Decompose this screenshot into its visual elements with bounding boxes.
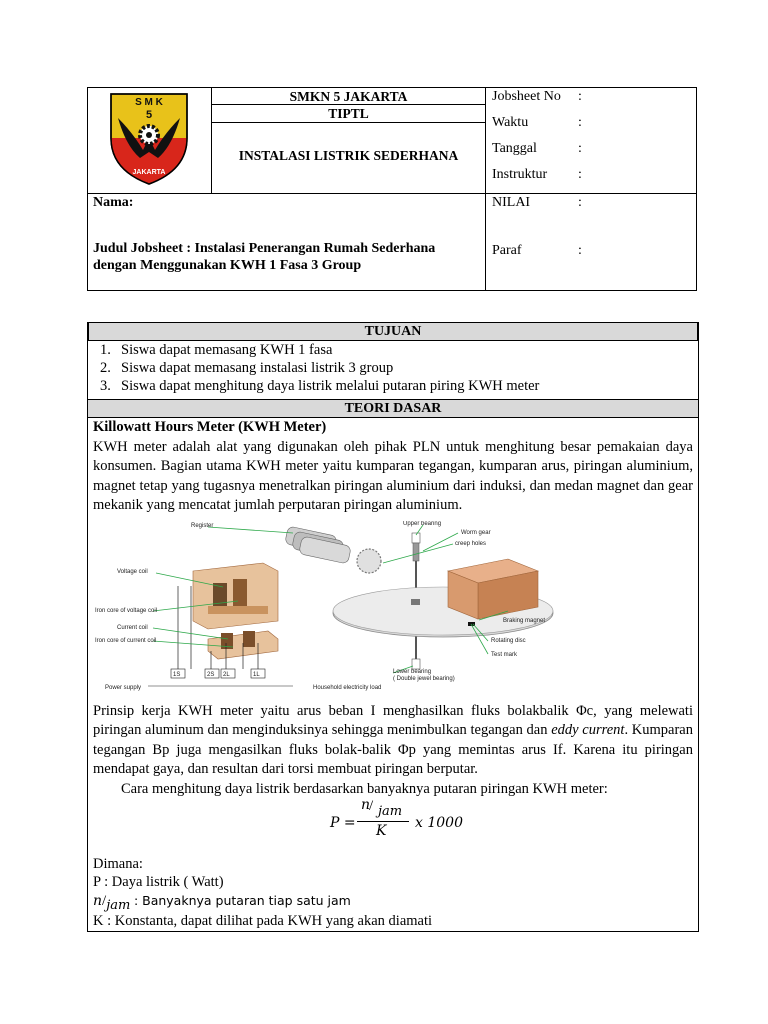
label-voltage-coil: Voltage coil — [117, 568, 148, 575]
subject-title: INSTALASI LISTRIK SEDERHANA — [238, 148, 459, 163]
logo-cell — [88, 88, 212, 194]
tujuan-header: TUJUAN — [88, 322, 698, 341]
tujuan-item: 3. Siswa dapat menghitung daya listrik melalui putaran piring KWH meter — [100, 378, 540, 394]
power-formula: P = n / jam K x 1000 — [330, 797, 463, 839]
teori-paragraph-2: Prinsip kerja KWH meter yaitu arus beban I menghasilkan fluks bolakbalik Φc, yang melewati piringan aluminum dan menginduksinya sehingga menimbulkan tegangan dan eddy current. Kumparan tegangan Bp juga mengasilkan fluks bolak-balik Φp yang memintas arus If. Karena itu piringan mendapat gaya, dan resultan dari torsi membuat piringan berputar. — [93, 702, 693, 777]
svg-text:2S: 2S — [207, 671, 215, 678]
label-upper-bearing: Upper bearing — [403, 520, 442, 527]
tujuan-item: 1. Siswa dapat memasang KWH 1 fasa — [100, 342, 333, 358]
worm-gear-icon — [357, 549, 381, 573]
logo-top-text: S M K — [135, 97, 163, 108]
label-double-jewel: ( Double jewel bearing) — [393, 675, 455, 682]
label-current-coil: Current coil — [117, 624, 148, 631]
teori-subtitle: Killowatt Hours Meter (KWH Meter) — [93, 419, 327, 435]
voltage-coil-icon — [193, 563, 278, 629]
braking-magnet-icon — [448, 559, 538, 619]
label-lower-bearing: Lower bearing — [393, 668, 432, 675]
teori-paragraph-3: Cara menghitung daya listrik berdasarkan banyaknya putaran piringan KWH meter: — [121, 780, 608, 797]
label-register: Register — [191, 522, 214, 529]
svg-text:1L: 1L — [253, 671, 260, 678]
definition-n: n/jam : Banyaknya putaran tiap satu jam — [93, 893, 351, 913]
nama-label: Nama: — [93, 195, 134, 210]
field-tanggal: Tanggal : — [492, 141, 582, 156]
judul-line2: dengan Menggunakan KWH 1 Fasa 3 Group — [93, 258, 362, 273]
content-section — [87, 322, 699, 932]
label-iron-core-current: Iron core of current coil — [95, 637, 157, 644]
label-braking-magnet: Braking magnet — [503, 617, 546, 624]
header-table — [87, 87, 697, 291]
logo-bottom-text: JAKARTA — [132, 169, 166, 176]
field-jobsheet: Jobsheet No : — [492, 89, 582, 104]
label-power-supply: Power supply — [105, 684, 142, 691]
label-rotating-disc: Rotating disc — [491, 637, 526, 644]
department: TIPTL — [212, 105, 485, 123]
paraf-field: Paraf : — [492, 243, 582, 258]
label-creep-holes: creep holes — [455, 540, 487, 547]
teori-header: TEORI DASAR — [88, 399, 698, 418]
label-household-load: Household electricity load — [313, 684, 382, 691]
definition-k: K : Konstanta, dapat dilihat pada KWH yang akan diamati — [93, 913, 433, 929]
teori-body — [88, 418, 698, 930]
nilai-field: NILAI : — [492, 195, 582, 210]
label-iron-core-voltage: Iron core of voltage coil — [95, 607, 158, 614]
nama-cell — [88, 194, 486, 291]
lower-bearing-icon — [412, 659, 420, 669]
teori-paragraph-1: KWH meter adalah alat yang digunakan oleh pihak PLN untuk menghitung besar pemakaian daya konsumen. Bagian utama KWH meter yaitu kumparan tegangan, kumparan arus, piringan aluminium, magnet tetap yang tugasnya menetralkan piringan aluminium dari induksi, dan medan magnet dan gear mekanik yang mencatat jumlah perputaran piringan aluminium. — [93, 438, 693, 513]
dimana-label: Dimana: — [93, 856, 143, 872]
field-instruktur: Instruktur : — [492, 167, 582, 182]
school-name: SMKN 5 JAKARTA — [212, 88, 485, 105]
label-worm-gear: Worm gear — [461, 529, 491, 536]
judul-line1: Judul Jobsheet : Instalasi Penerangan Rumah Sederhana — [93, 241, 436, 256]
label-test-mark: Test mark — [491, 651, 518, 658]
tujuan-item: 2. Siswa dapat memasang instalasi listrik 3 group — [100, 360, 394, 376]
definition-p: P : Daya listrik ( Watt) — [93, 874, 224, 890]
register-icon — [285, 525, 352, 563]
school-logo — [88, 88, 211, 188]
nilai-cell — [486, 194, 697, 291]
tujuan-list — [88, 341, 698, 399]
kwh-meter-diagram — [93, 521, 691, 699]
logo-number: 5 — [145, 109, 153, 121]
school-cell — [212, 88, 486, 194]
info-cell — [486, 88, 697, 194]
svg-text:1S: 1S — [173, 671, 181, 678]
field-waktu: Waktu : — [492, 115, 582, 130]
svg-text:2L: 2L — [223, 671, 230, 678]
